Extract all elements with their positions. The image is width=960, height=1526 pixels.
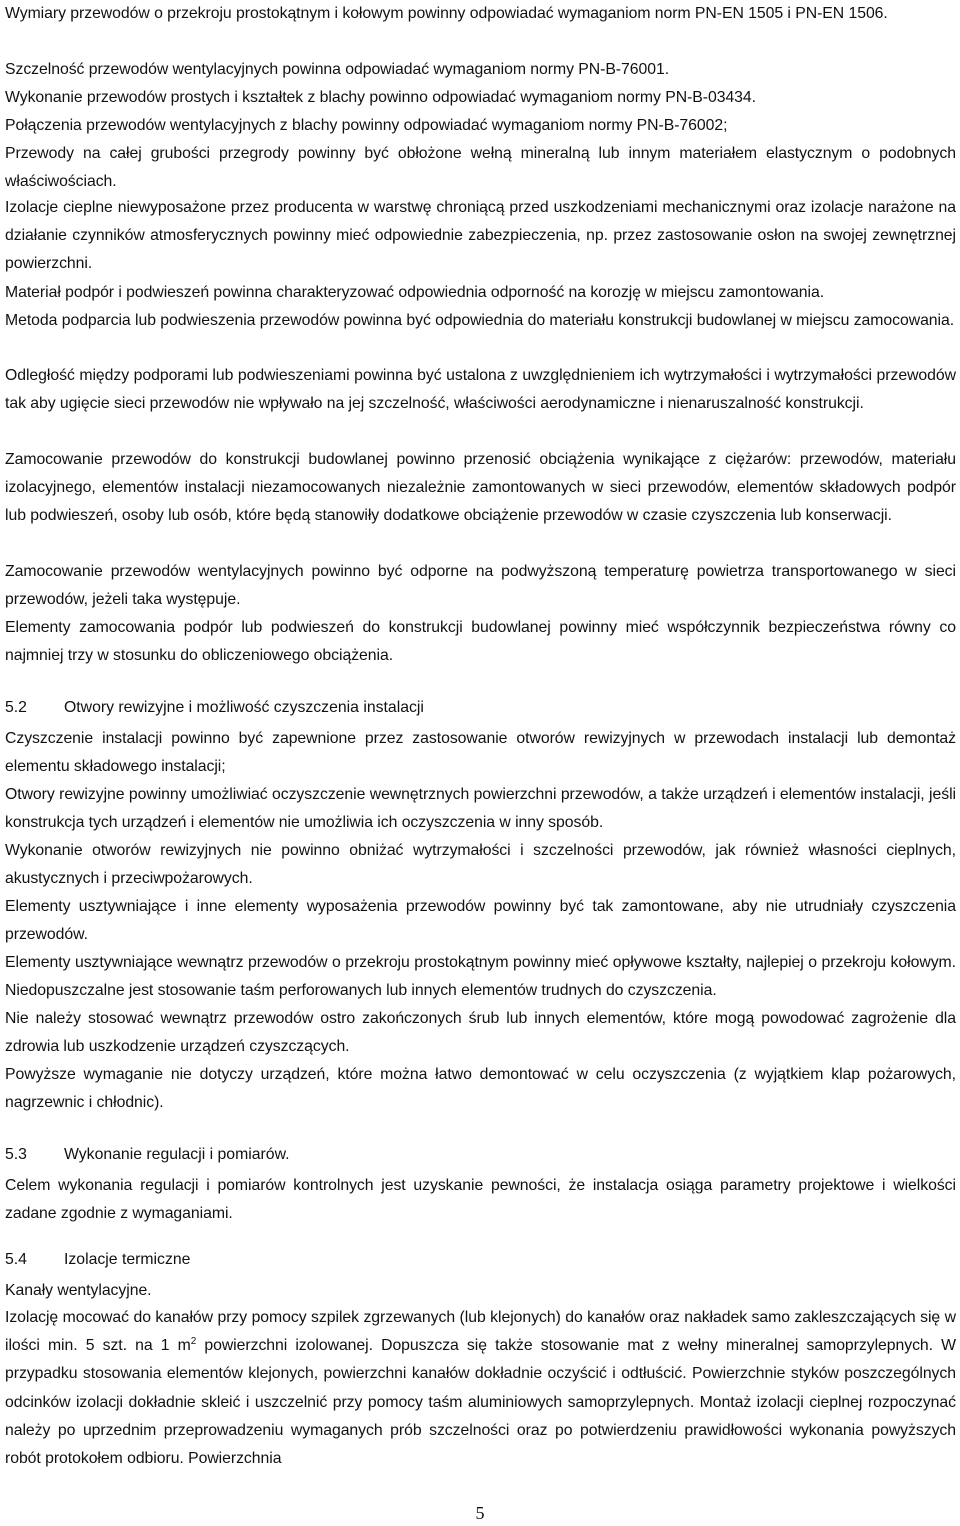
section-heading-5-4: [5, 1246, 956, 1274]
paragraph-inspection-openings: Otwory rewizyjne powinny umożliwiać oczyszczenie wewnętrznych powierzchni przewodów, a także urządzeń i elementów instalacji, jeśli konstrukcja tych urządzeń i elementów nie umożliwia ich oczyszczenia w inny sposób.: [5, 786, 956, 832]
paragraph-sharp-elements: Nie należy stosować wewnątrz przewodów ostro zakończonych śrub lub innych elementów, które mogą powodować zagrożenie dla zdrowia lub uszkodzenie urządzeń czyszczących.: [5, 1010, 956, 1056]
paragraph-stiffening-mounting: Elementy usztywniające i inne elementy wyposażenia przewodów powinny być tak zamontowane, aby nie utrudniały czyszczenia przewodów.: [5, 898, 956, 944]
section-title: Wykonanie regulacji i pomiarów.: [64, 1146, 290, 1163]
paragraph-safety-factor: Elementy zamocowania podpór lub podwieszeń do konstrukcji budowlanej powinny mieć współczynnik bezpieczeństwa równy co najmniej trzy w stosunku do obliczeniowego obciążenia.: [5, 619, 956, 665]
paragraph-insulation-mounting: [5, 1304, 956, 1473]
paragraph-regulation-purpose: Celem wykonania regulacji i pomiarów kontrolnych jest uzyskanie pewności, że instalacja osiąga parametry projektowe i wielkości zadane zgodnie z wymaganiami.: [5, 1177, 956, 1223]
paragraph-openings-strength: Wykonanie otworów rewizyjnych nie powinno obniżać wytrzymałości i szczelności przewodów, jak również własności cieplnych, akustycznych i przeciwpożarowych.: [5, 842, 956, 888]
paragraph-stiffening-shape: Elementy usztywniające wewnątrz przewodów o przekroju prostokątnym powinny mieć opływowe kształty, najlepiej o przekroju kołowym. Niedopuszczalne jest stosowanie taśm perforowanych lub innych elementów trudnych do czyszczenia.: [5, 954, 956, 1000]
paragraph-thermal-insulation-protection: Izolacje cieplne niewyposażone przez producenta w warstwę chroniącą przed uszkodzeniami mechanicznymi oraz izolacje narażone na działanie czynników atmosferycznych powinny mieć odpowiednie zabezpieczenia, np. przez zastosowanie osłon na swojej zewnętrznej powierzchni.: [5, 199, 956, 273]
paragraph-ducts-subtitle: Kanały wentylacyjne.: [5, 1282, 152, 1299]
section-heading-5-3: [5, 1141, 956, 1169]
paragraph-requirement-exception: Powyższe wymaganie nie dotyczy urządzeń, które można łatwo demontować w celu oczyszczenia (z wyjątkiem klap pożarowych, nagrzewnic i chłodnic).: [5, 1066, 956, 1112]
insulation-text-end: powierzchni izolowanej. Dopuszcza się także stosowanie mat z wełny mineralnej samoprzylepnych. W przypadku stosowania elementów klejonych, powierzchni kanałów dokładnie oczyścić i odtłuścić. Powierzchnie styków poszczególnych odcinków izolacji dokładnie skleić i uszczelnić przy pomocy taśm aluminiowych samoprzylepnych. Montaż izolacji cieplnej rozpoczynać należy po uprzednim przeprowadzeniu wymaganych prób szczelności oraz po potwierdzeniu prawidłowości wykonania powyższych robót protokołem odbioru. Powierzchnia: [5, 1337, 956, 1468]
paragraph-duct-dimensions: Wymiary przewodów o przekroju prostokątnym i kołowym powinny odpowiadać wymaganiom norm PN-EN 1505 i PN-EN 1506.: [5, 5, 888, 22]
paragraph-fixing-temperature: Zamocowanie przewodów wentylacyjnych powinno być odporne na podwyższoną temperaturę powietrza transportowanego w sieci przewodów, jeżeli taka występuje.: [5, 563, 956, 609]
paragraph-duct-connections: Połączenia przewodów wentylacyjnych z blachy powinny odpowiadać wymaganiom normy PN-B-76002;: [5, 117, 728, 134]
section-number: 5.2: [5, 699, 27, 716]
paragraph-support-method: Metoda podparcia lub podwieszenia przewodów powinna być odpowiednia do materiału konstrukcji budowlanej w miejscu zamocowania.: [5, 312, 955, 329]
page-number: 5: [475, 1503, 485, 1523]
paragraph-cleaning-provision: Czyszczenie instalacji powinno być zapewnione przez zastosowanie otworów rewizyjnych w przewodach instalacji lub demontaż elementu składowego instalacji;: [5, 730, 956, 776]
section-title: Otwory rewizyjne i możliwość czyszczenia instalacji: [64, 699, 424, 716]
paragraph-support-spacing: Odległość między podporami lub podwieszeniami powinna być ustalona z uwzględnieniem ich wytrzymałości i wytrzymałości przewodów tak aby ugięcie sieci przewodów nie wpływało na jej szczelność, właściwości aerodynamiczne i nienaruszalność konstrukcji.: [5, 367, 956, 413]
insulation-text-start: Izolację mocować do kanałów przy pomocy szpilek zgrzewanych (lub klejonych) do kanałów oraz nakładek samo zakleszczających się w ilości min. 5 szt. na 1 m: [5, 1309, 956, 1355]
paragraph-partition-lining: Przewody na całej grubości przegrody powinny być obłożone wełną mineralną lub innym materiałem elastycznym o podobnych właściwościach.: [5, 145, 956, 191]
paragraph-fixing-loads: Zamocowanie przewodów do konstrukcji budowlanej powinno przenosić obciążenia wynikające z ciężarów: przewodów, materiału izolacyjnego, elementów instalacji niezamocowanych niezależnie zamontowanych w sieci przewodów, elementów składowych podpór lub podwieszeń, osoby lub osób, które będą stanowiły dodatkowe obciążenie przewodów w czasie czyszczenia lub konserwacji.: [5, 451, 956, 525]
paragraph-support-material: Materiał podpór i podwieszeń powinna charakteryzować odpowiednia odporność na korozję w miejscu zamontowania.: [5, 284, 825, 301]
paragraph-duct-tightness: Szczelność przewodów wentylacyjnych powinna odpowiadać wymaganiom normy PN-B-76001.: [5, 61, 670, 78]
square-unit-exponent: 2: [190, 1336, 197, 1348]
section-title: Izolacje termiczne: [64, 1251, 191, 1268]
section-number: 5.3: [5, 1146, 27, 1163]
section-number: 5.4: [5, 1251, 27, 1268]
paragraph-duct-manufacture: Wykonanie przewodów prostych i kształtek z blachy powinno odpowiadać wymaganiom normy PN-B-03434.: [5, 89, 756, 106]
section-heading-5-2: [5, 694, 956, 722]
